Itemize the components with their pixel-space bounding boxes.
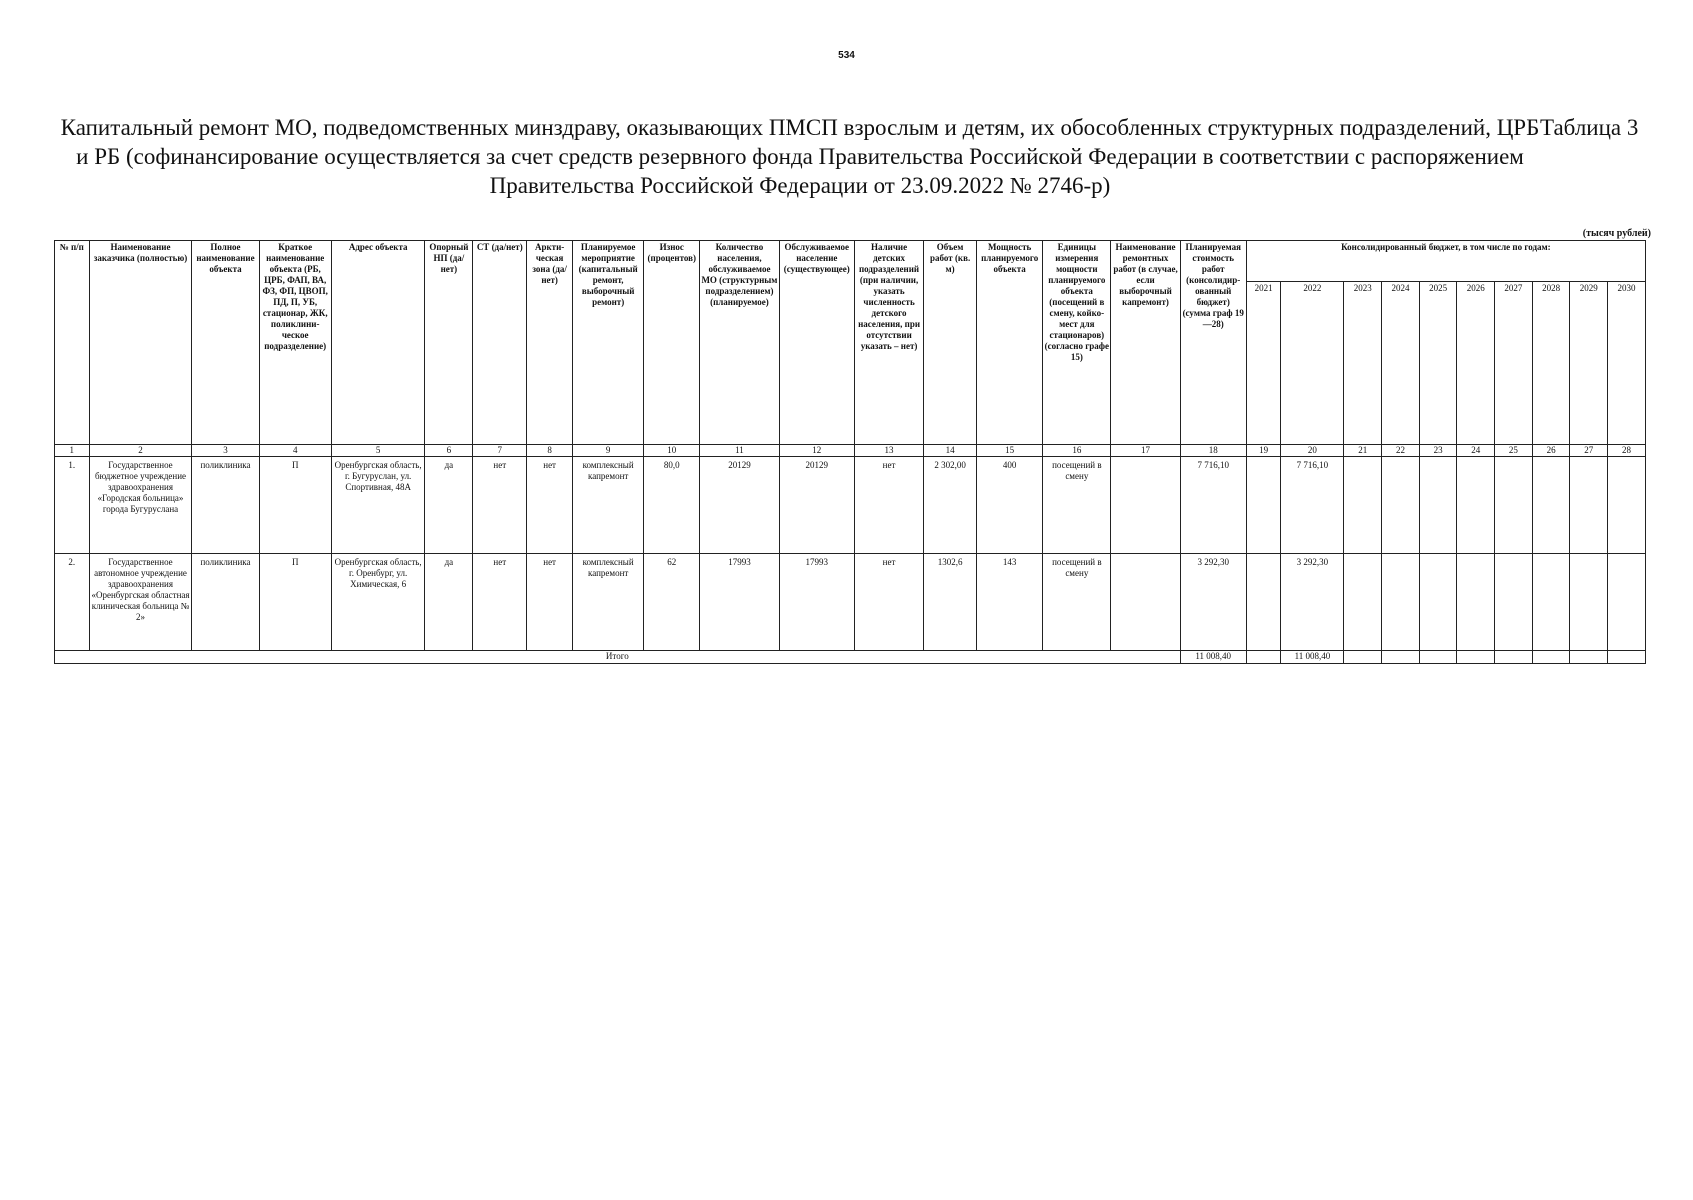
row-number: 1.	[55, 457, 90, 554]
row-short-name: П	[259, 554, 331, 651]
table-row	[55, 554, 1646, 651]
column-number: 25	[1495, 445, 1533, 457]
column-number: 1	[55, 445, 90, 457]
row-year-empty	[1608, 554, 1646, 651]
column-number: 16	[1043, 445, 1111, 457]
row-arctic: нет	[527, 554, 573, 651]
capital-repair-table	[54, 240, 1646, 664]
column-number: 28	[1608, 445, 1646, 457]
row-year-empty	[1495, 554, 1533, 651]
row-year-empty	[1344, 457, 1382, 554]
header-event: Планируемое мероприятие (капитальный ремонт, выборочный ремонт)	[573, 241, 644, 445]
row-year-2022: 7 716,10	[1281, 457, 1344, 554]
row-address: Оренбургская область, г. Бугуруслан, ул. Спортивная, 48А	[331, 457, 425, 554]
row-year-2021	[1246, 554, 1281, 651]
row-volume: 1302,6	[924, 554, 977, 651]
column-number: 19	[1246, 445, 1281, 457]
total-year-empty	[1457, 651, 1495, 664]
document-title: Капитальный ремонт МО, подведомственных минздраву, оказывающих ПМСП взрослым и детям, их обособленных структурных подразделений, ЦРБ и РБ (софинансирование осуществляется за счет средств резервного фонда Правительства Российской Федерации в соответствии с распоряжением Правительства Российской Федерации от 23.09.2022 № 2746-р)	[60, 115, 1540, 198]
row-capacity-units: посещений в смену	[1043, 554, 1111, 651]
column-number: 12	[779, 445, 854, 457]
header-planned-cost: Планируемая стоимость работ (консолидир-ованный бюджет) (сумма граф 19—28)	[1180, 241, 1246, 445]
row-year-empty	[1344, 554, 1382, 651]
total-row	[55, 651, 1646, 664]
column-number: 24	[1457, 445, 1495, 457]
row-short-name: П	[259, 457, 331, 554]
row-year-empty	[1419, 457, 1457, 554]
row-year-empty	[1495, 457, 1533, 554]
header-wear: Износ (процентов)	[644, 241, 700, 445]
header-population-planned: Количество населения, обслуживаемое МО (структурным подразделением) (планируемое)	[700, 241, 779, 445]
row-year-empty	[1382, 554, 1420, 651]
row-year-empty	[1570, 554, 1608, 651]
header-year: 2028	[1532, 282, 1570, 445]
total-cost: 11 008,40	[1180, 651, 1246, 664]
total-year-2021	[1246, 651, 1281, 664]
column-number: 7	[473, 445, 527, 457]
total-year-empty	[1419, 651, 1457, 664]
header-address: Адрес объекта	[331, 241, 425, 445]
header-arctic: Аркти-ческая зона (да/нет)	[527, 241, 573, 445]
total-year-empty	[1382, 651, 1420, 664]
header-children: Наличие детских подразделений (при наличии, указать численность детского населения, при отсутствии указать – нет)	[854, 241, 923, 445]
row-year-empty	[1457, 554, 1495, 651]
column-number: 3	[192, 445, 259, 457]
column-number: 8	[527, 445, 573, 457]
row-customer: Государственное бюджетное учреждение здравоохранения «Городская больница» города Бугуруслана	[89, 457, 192, 554]
header-consolidated-budget: Консолидированный бюджет, в том числе по годам:	[1246, 241, 1645, 282]
row-object: поликлиника	[192, 554, 259, 651]
header-year: 2023	[1344, 282, 1382, 445]
column-number: 17	[1111, 445, 1180, 457]
header-repair-works: Наименование ремонтных работ (в случае, если выборочный капремонт)	[1111, 241, 1180, 445]
row-event: комплексный капремонт	[573, 457, 644, 554]
column-number: 23	[1419, 445, 1457, 457]
row-population-existing: 17993	[779, 554, 854, 651]
row-number: 2.	[55, 554, 90, 651]
header-capacity-units: Единицы измерения мощности планируемого объекта (посещений в смену, койко-мест для стационаров) (согласно графе 15)	[1043, 241, 1111, 445]
row-repair-works	[1111, 554, 1180, 651]
header-year: 2022	[1281, 282, 1344, 445]
header-population-existing: Обслуживаемое население (существующее)	[779, 241, 854, 445]
header-year: 2030	[1608, 282, 1646, 445]
header-volume: Объем работ (кв. м)	[924, 241, 977, 445]
row-year-2021	[1246, 457, 1281, 554]
row-planned-cost: 7 716,10	[1180, 457, 1246, 554]
column-number: 15	[977, 445, 1043, 457]
header-year: 2029	[1570, 282, 1608, 445]
row-year-empty	[1532, 457, 1570, 554]
total-year-empty	[1608, 651, 1646, 664]
column-number: 27	[1570, 445, 1608, 457]
row-repair-works	[1111, 457, 1180, 554]
column-number: 21	[1344, 445, 1382, 457]
row-year-empty	[1608, 457, 1646, 554]
row-year-empty	[1457, 457, 1495, 554]
column-number-row	[55, 445, 1646, 457]
row-children: нет	[854, 554, 923, 651]
table-row	[55, 457, 1646, 554]
row-event: комплексный капремонт	[573, 554, 644, 651]
row-year-2022: 3 292,30	[1281, 554, 1344, 651]
row-np: да	[425, 554, 473, 651]
total-label: Итого	[55, 651, 1181, 664]
row-capacity: 143	[977, 554, 1043, 651]
row-planned-cost: 3 292,30	[1180, 554, 1246, 651]
header-year: 2026	[1457, 282, 1495, 445]
column-number: 14	[924, 445, 977, 457]
header-capacity: Мощность планируемого объекта	[977, 241, 1043, 445]
page-number: 534	[838, 50, 855, 61]
row-arctic: нет	[527, 457, 573, 554]
row-customer: Государственное автономное учреждение здравоохранения «Оренбургская областная клиническая больница № 2»	[89, 554, 192, 651]
header-object: Полное наименование объекта	[192, 241, 259, 445]
row-population-planned: 20129	[700, 457, 779, 554]
column-number: 4	[259, 445, 331, 457]
total-year-empty	[1532, 651, 1570, 664]
row-wear: 80,0	[644, 457, 700, 554]
header-customer: Наименование заказчика (полностью)	[89, 241, 192, 445]
table-label: Таблица 3	[1540, 115, 1639, 140]
row-wear: 62	[644, 554, 700, 651]
column-number: 5	[331, 445, 425, 457]
column-number: 18	[1180, 445, 1246, 457]
row-st: нет	[473, 554, 527, 651]
header-np: Опорный НП (да/нет)	[425, 241, 473, 445]
column-number: 22	[1382, 445, 1420, 457]
row-address: Оренбургская область, г. Оренбург, ул. Химическая, 6	[331, 554, 425, 651]
row-np: да	[425, 457, 473, 554]
header-short-name: Краткое наименование объекта (РБ, ЦРБ, ФАП, ВА, ФЗ, ФП, ЦВОП, ПД, П, УБ, стационар, ЖК, поликлини-ческое подразделение)	[259, 241, 331, 445]
total-year-empty	[1344, 651, 1382, 664]
header-year: 2021	[1246, 282, 1281, 445]
column-number: 20	[1281, 445, 1344, 457]
row-year-empty	[1382, 457, 1420, 554]
row-capacity: 400	[977, 457, 1043, 554]
column-number: 10	[644, 445, 700, 457]
row-st: нет	[473, 457, 527, 554]
row-population-existing: 20129	[779, 457, 854, 554]
column-number: 6	[425, 445, 473, 457]
column-number: 9	[573, 445, 644, 457]
total-year-empty	[1570, 651, 1608, 664]
column-number: 26	[1532, 445, 1570, 457]
row-capacity-units: посещений в смену	[1043, 457, 1111, 554]
header-number: № п/п	[55, 241, 90, 445]
row-year-empty	[1419, 554, 1457, 651]
units-note: (тысяч рублей)	[1582, 228, 1651, 239]
column-number: 11	[700, 445, 779, 457]
row-volume: 2 302,00	[924, 457, 977, 554]
row-children: нет	[854, 457, 923, 554]
row-year-empty	[1570, 457, 1608, 554]
total-year-empty	[1495, 651, 1533, 664]
column-number: 2	[89, 445, 192, 457]
row-population-planned: 17993	[700, 554, 779, 651]
row-object: поликлиника	[192, 457, 259, 554]
header-year: 2024	[1382, 282, 1420, 445]
column-number: 13	[854, 445, 923, 457]
header-year: 2025	[1419, 282, 1457, 445]
header-st: СТ (да/нет)	[473, 241, 527, 445]
total-year-2022: 11 008,40	[1281, 651, 1344, 664]
header-year: 2027	[1495, 282, 1533, 445]
row-year-empty	[1532, 554, 1570, 651]
